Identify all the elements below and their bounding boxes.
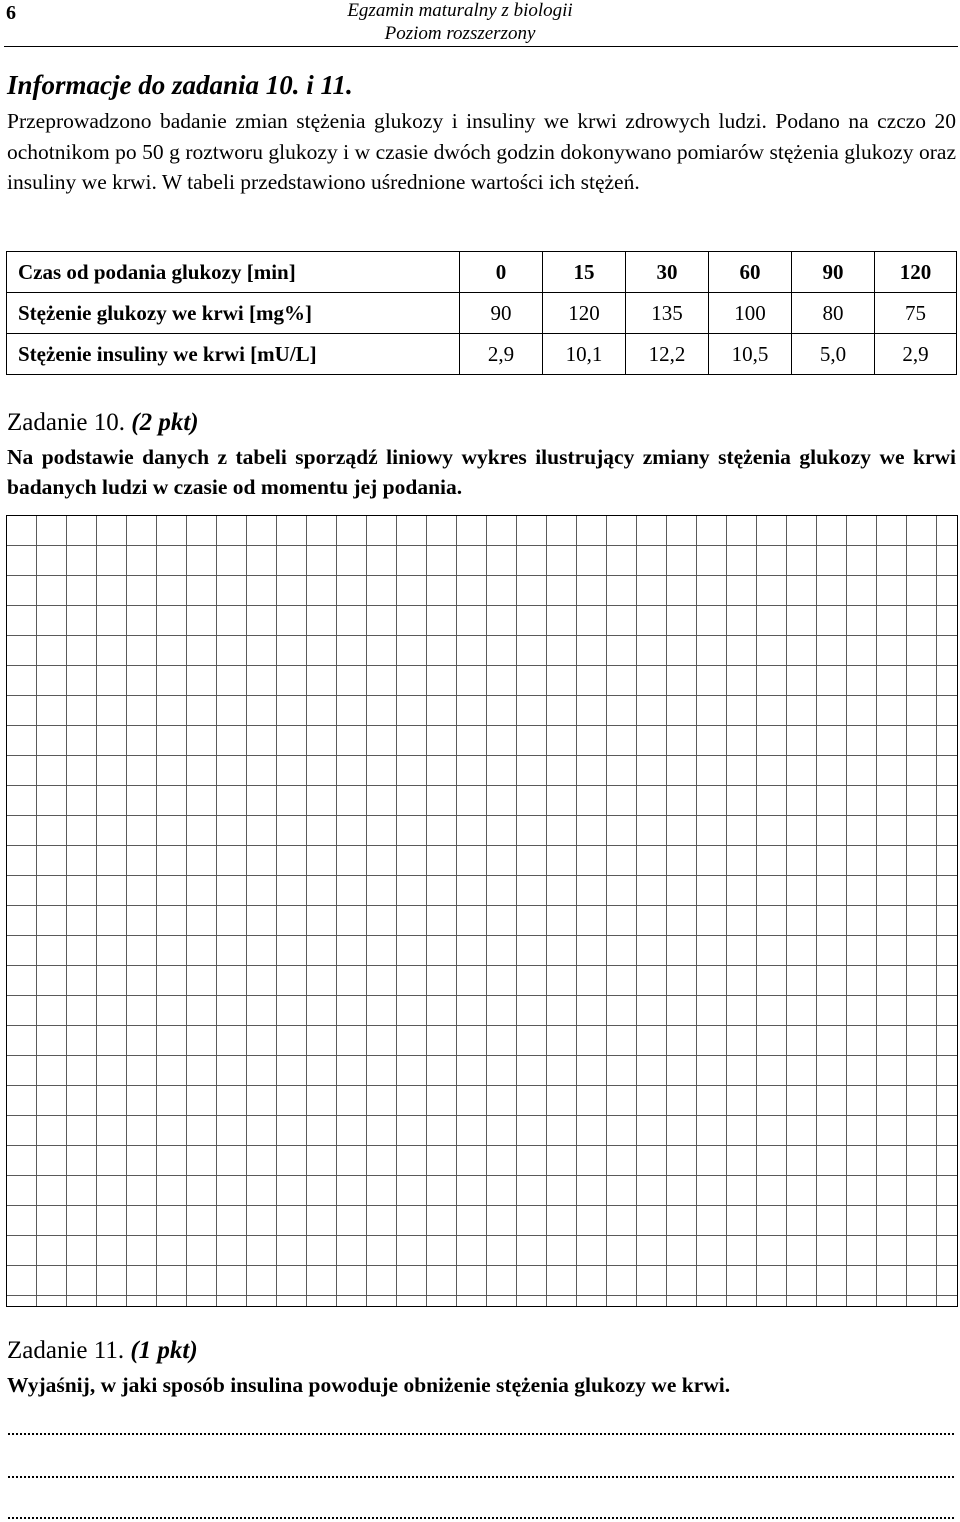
task-10-points: (2 pkt) bbox=[131, 409, 199, 436]
table-cell: 30 bbox=[626, 252, 709, 293]
table-cell: 135 bbox=[626, 293, 709, 334]
row-label-glucose: Stężenie glukozy we krwi [mg%] bbox=[7, 293, 460, 334]
graph-answer-grid[interactable] bbox=[6, 515, 958, 1307]
info-text: Przeprowadzono badanie zmian stężenia glukozy i insuliny we krwi zdrowych ludzi. Podano na czczo 20 ochotnikom po 50 g roztworu glukozy i w czasie dwóch godzin dokonywano pomiarów stężenia glukozy oraz insuliny we krwi. W tabeli przedstawiono uśrednione wartości ich stężeń. bbox=[7, 109, 956, 194]
task-11-text: Wyjaśnij, w jaki sposób insulina powoduje obniżenie stężenia glukozy we krwi. bbox=[7, 1373, 731, 1397]
header-divider bbox=[4, 46, 958, 47]
table-cell: 2,9 bbox=[875, 334, 957, 375]
table-row bbox=[7, 293, 957, 334]
table-row bbox=[7, 252, 957, 293]
task-10-text: Na podstawie danych z tabeli sporządź liniowy wykres ilustrujący zmiany stężenia glukozy we krwi badanych ludzi w czasie od momentu jej podania. bbox=[7, 445, 956, 499]
table-cell: 100 bbox=[709, 293, 792, 334]
table-cell: 120 bbox=[543, 293, 626, 334]
table-cell: 0 bbox=[460, 252, 543, 293]
exam-level: Poziom rozszerzony bbox=[384, 23, 536, 44]
task-10-title: Zadanie 10. bbox=[7, 409, 126, 436]
task-11-points: (1 pkt) bbox=[130, 1337, 198, 1364]
page-number: 6 bbox=[6, 2, 16, 24]
table-cell: 90 bbox=[792, 252, 875, 293]
task-11-heading bbox=[7, 1337, 198, 1365]
table-cell: 2,9 bbox=[460, 334, 543, 375]
exam-title: Egzamin maturalny z biologii bbox=[347, 0, 573, 21]
table-cell: 10,1 bbox=[543, 334, 626, 375]
table-cell: 120 bbox=[875, 252, 957, 293]
table-row bbox=[7, 334, 957, 375]
info-heading: Informacje do zadania 10. i 11. bbox=[7, 70, 353, 100]
table-cell: 80 bbox=[792, 293, 875, 334]
row-label-time: Czas od podania glukozy [min] bbox=[7, 252, 460, 293]
row-label-insulin: Stężenie insuliny we krwi [mU/L] bbox=[7, 334, 460, 375]
table-cell: 75 bbox=[875, 293, 957, 334]
answer-line[interactable] bbox=[8, 1476, 954, 1478]
table-cell: 15 bbox=[543, 252, 626, 293]
answer-line[interactable] bbox=[8, 1517, 954, 1519]
table-cell: 12,2 bbox=[626, 334, 709, 375]
table-cell: 10,5 bbox=[709, 334, 792, 375]
table-cell: 60 bbox=[709, 252, 792, 293]
answer-line[interactable] bbox=[8, 1433, 954, 1435]
data-table bbox=[6, 251, 957, 375]
table-cell: 5,0 bbox=[792, 334, 875, 375]
table-cell: 90 bbox=[460, 293, 543, 334]
task-10-heading bbox=[7, 409, 199, 437]
task-11-title: Zadanie 11. bbox=[7, 1337, 125, 1364]
